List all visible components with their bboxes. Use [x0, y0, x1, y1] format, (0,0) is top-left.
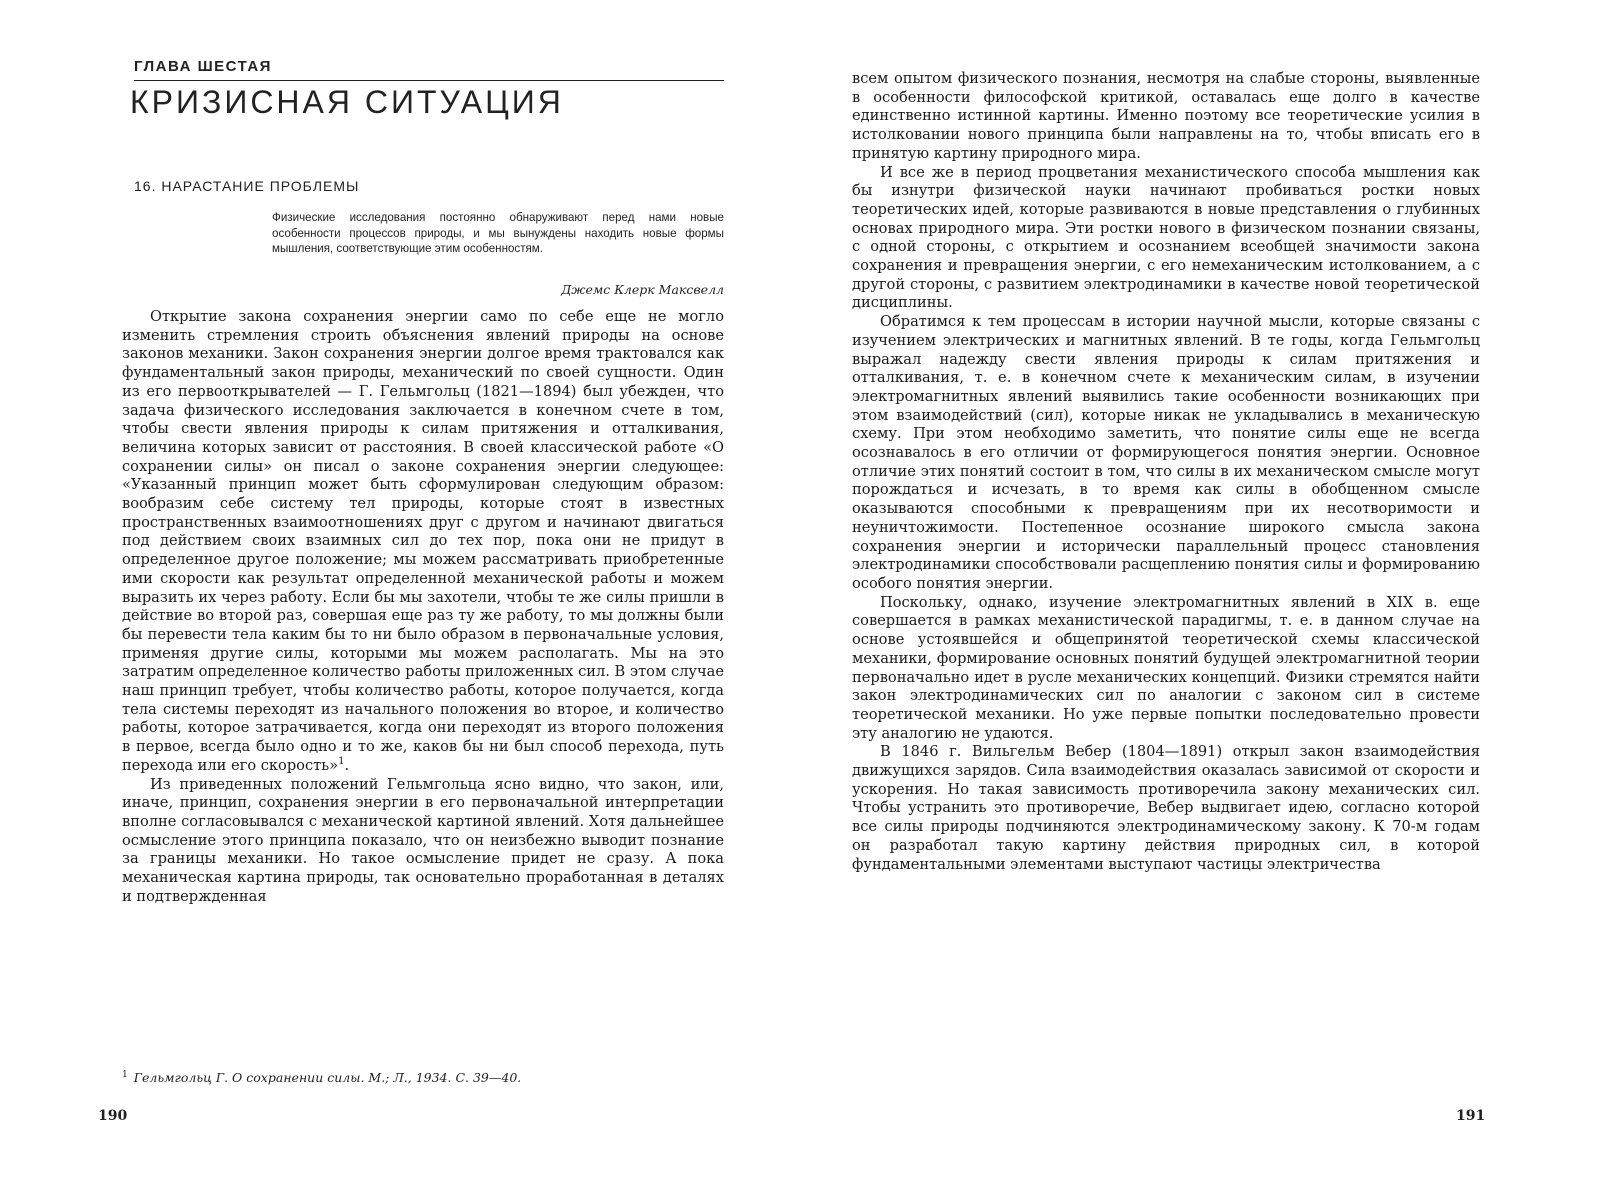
footnote-text: Гельмгольц Г. О сохранении силы. М.; Л., 1934. С. 39—40. [133, 1070, 522, 1086]
right-page [800, 0, 1602, 1184]
page-number-right: 191 [1456, 1108, 1486, 1124]
left-body-text [122, 308, 724, 907]
right-body-text [852, 70, 1480, 874]
left-page [0, 0, 800, 1184]
paragraph: всем опытом физического познания, несмотря на слабые стороны, выявленные в особенности философской критикой, оставалась еще долго в качестве единственно истинной картины. Именно поэтому все теоретические усилия в истолковании нового принципа были направлены на то, чтобы вписать его в принятую картину природного мира. [852, 70, 1480, 162]
paragraph: И все же в период процветания механистического способа мышления как бы изнутри физической науки начинают пробиваться ростки новых теоретических идей, которые развиваются в новые представления о глубинных основах природного мира. Эти ростки нового в физическом познании связаны, с одной стороны, с открытием и осознанием всеобщей значимости закона сохранения и превращения энергии, с его немеханическим истолкованием, а с другой стороны, с развитием электродинамики в качестве новой теоретической дисциплины. [852, 163, 1480, 312]
page-number-left: 190 [98, 1108, 128, 1124]
epigraph-author: Джемс Клерк Максвелл [561, 282, 724, 297]
paragraph: Поскольку, однако, изучение электромагнитных явлений в XIX в. еще совершается в рамках механистической парадигмы, т. е. в данном случае на основе устоявшейся и общепринятой теоретической схемы классической механики, формирование основных понятий будущей электромагнитной теории первоначально идет в русле механических концепций. Физики стремятся найти закон электродинамических сил по аналогии с законом сил в системе теоретической механики. Но уже первые попытки последовательно провести эту аналогию не удаются. [852, 593, 1480, 742]
chapter-rule [134, 80, 724, 81]
section-heading: 16. НАРАСТАНИЕ ПРОБЛЕМЫ [134, 178, 360, 194]
paragraph: Обратимся к тем процессам в истории научной мысли, которые связаны с изучением электрических и магнитных явлений. В те годы, когда Гельмгольц выражал надежду свести явления природы к силам притяжения и отталкивания, т. е. в конечном счете к механическим силам, в изучении электромагнитных явлений выявились такие особенности возникающих при этом взаимодействий (сил), которые никак не укладывались в механическую схему. При этом необходимо заметить, что понятие силы еще не всегда осознавалось в его отличии от формирующегося понятия энергии. Основное отличие этих понятий состоит в том, что силы в их механическом смысле могут порождаться и исчезать, в то время как силы в обобщенном смысле оказываются способными к превращениям при их несотворимости и неуничтожимости. Постепенное осознание широкого смысла закона сохранения энергии и исторически параллельный процесс становления электродинамики способствовали расщеплению понятия силы и формированию особого понятия энергии. [852, 313, 1480, 592]
chapter-title: КРИЗИСНАЯ СИТУАЦИЯ [130, 84, 564, 120]
paragraph: В 1846 г. Вильгельм Вебер (1804—1891) открыл закон взаимодействия движущихся зарядов. Сила взаимодействия оказалась зависимой от скорости и ускорения. Но такая зависимость противоречила закону механических сил. Чтобы устранить это противоречие, Вебер выдвигает идею, согласно которой все силы природы подчиняются электродинамическому закону. К 70-м годам он разработал такую картину действия природных сил, в которой фундаментальными элементами выступают частицы электричества [852, 743, 1480, 873]
paragraph-text: Открытие закона сохранения энергии само по себе еще не могло изменить стремления строить объяснения явлений природы на основе законов механики. Закон сохранения энергии долгое время трактовался как фундаментальный закон природы, механический по своей сущности. Один из его первооткрывателей — Г. Гельмгольц (1821—1894) был убежден, что задача физического исследования заключается в конечном счете в том, чтобы свести явления природы к силам притяжения и отталкивания, величина которых зависит от расстояния. В своей классической работе «О сохранении силы» он писал о законе сохранения энергии следующее: «Указанный принцип может быть сформулирован следующим образом: вообразим себе систему тел природы, которые стоят в известных пространственных взаимоотношениях друг с другом и начинают двигаться под действием своих взаимных сил до тех пор, пока они не придут в определенное другое положение; мы можем рассматривать приобретенные ими скорости как результат определенной механической работы и можем выразить их через работу. Если бы мы захотели, чтобы те же силы пришли в действие во второй раз, совершая еще раз ту же работу, то мы должны были бы перевести тела каким бы то ни было образом в первоначальные условия, применяя другие силы, которыми мы можем располагать. Мы на это затратим определенное количество работы приложенных сил. В этом случае наш принцип требует, чтобы количество работы, которое получается, когда тела системы переходят из начального положения во второе, и количество работы, которое затрачивается, когда они переходят из второго положения в первое, всегда было одно и то же, каков бы ни был способ перехода, путь перехода или его скорость» [122, 308, 724, 774]
paragraph: Открытие закона сохранения энергии само по себе еще не могло изменить стремления строить объяснения явлений природы на основе законов механики. Закон сохранения энергии долгое время трактовался как фундаментальный закон природы, механический по своей сущности. Один из его первооткрывателей — Г. Гельмгольц (1821—1894) был убежден, что задача физического исследования заключается в конечном счете в том, чтобы свести явления природы к силам притяжения и отталкивания, величина которых зависит от расстояния. В своей классической работе «О сохранении силы» он писал о законе сохранения энергии следующее: «Указанный принцип может быть сформулирован следующим образом: вообразим себе систему тел природы, которые стоят в известных пространственных взаимоотношениях друг с другом и начинают двигаться под действием своих взаимных сил до тех пор, пока они не придут в определенное другое положение; мы можем рассматривать приобретенные ими скорости как результат определенной механической работы и можем выразить их через работу. Если бы мы захотели, чтобы те же силы пришли в действие во второй раз, совершая еще раз ту же работу, то мы должны были бы перевести тела каким бы то ни было образом в первоначальные условия, применяя другие силы, которыми мы можем располагать. Мы на это затратим определенное количество работы приложенных сил. В этом случае наш принцип требует, чтобы количество работы, которое получается, когда тела системы переходят из начального положения во второе, и количество работы, которое затрачивается, когда они переходят из второго положения в первое, всегда было одно и то же, каков бы ни был способ перехода, путь перехода или его скорость»$^1$. [122, 308, 724, 774]
paragraph: Из приведенных положений Гельмгольца ясно видно, что закон, или, иначе, принцип, сохранения энергии в его первоначальной интерпретации вполне согласовывался с механической картиной явлений. Хотя дальнейшее осмысление этого принципа показало, что он неизбежно выводит познание за границы механики. Но такое осмысление придет не сразу. А пока механическая картина природы, так основательно проработанная в деталях и подтвержденная [122, 775, 724, 905]
footnote-number: 1 [122, 1070, 128, 1080]
footnote [122, 1070, 724, 1085]
footnote-marker: 1 [338, 756, 345, 768]
epigraph: Физические исследования постоянно обнаруживают перед нами новые особенности процессов природы, и мы вынуждены находить новые формы мышления, соответствующие этим особенностям. [272, 211, 724, 256]
chapter-label: ГЛАВА ШЕСТАЯ [134, 58, 272, 75]
